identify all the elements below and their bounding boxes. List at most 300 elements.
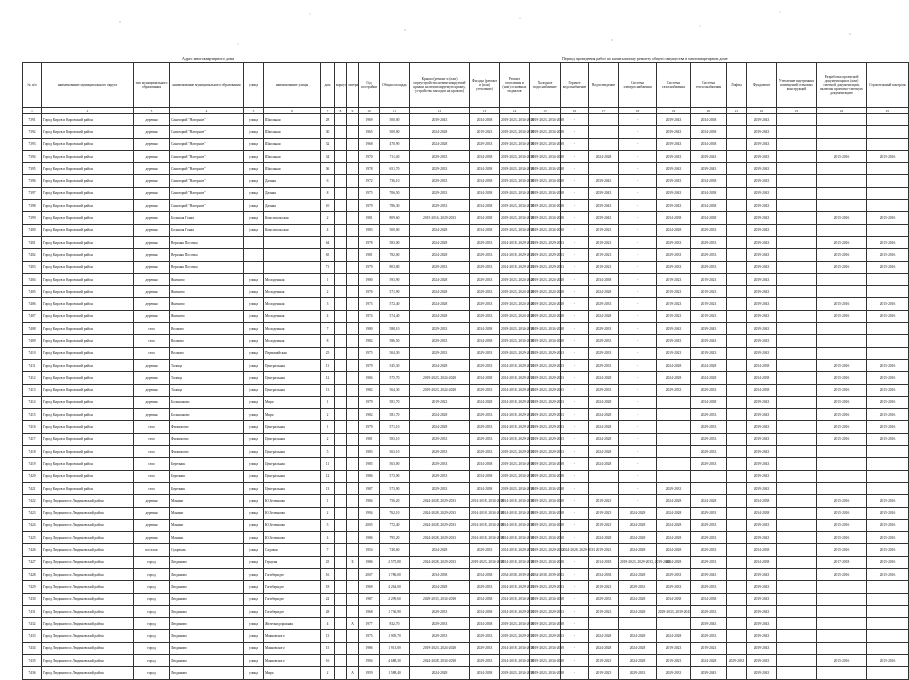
table-cell: Березник [170, 458, 244, 470]
table-cell: 581,70 [380, 409, 410, 421]
table-cell: Большаково [170, 396, 244, 408]
table-cell: 2015-2016 [817, 409, 867, 421]
table-cell: 2029-2033 [691, 581, 727, 593]
table-cell: 2019-2023, 2029-2033 [530, 409, 561, 421]
table-cell: Людиново [170, 630, 244, 642]
table-cell: 2015-2016 [867, 532, 909, 544]
table-cell: деревня [134, 273, 170, 285]
table-cell: 2019-2023, 2029-2033 [530, 261, 561, 273]
table-cell: Филиппово [170, 421, 244, 433]
table-cell: 2019-2023 [691, 347, 727, 359]
table-cell: 1994 [359, 507, 380, 519]
column-number: 18 [619, 108, 657, 114]
table-cell: Центральная [264, 384, 321, 396]
table-cell: 1970 [359, 150, 380, 162]
table-cell: Маяковского [264, 642, 321, 654]
table-cell: - [619, 200, 657, 212]
table-cell: Сукремль [170, 544, 244, 556]
table-cell: 7411 [23, 359, 42, 371]
table-cell: 2039-2043 [657, 114, 691, 126]
table-cell: 2029-2033 [691, 630, 727, 642]
table-cell [727, 532, 747, 544]
table-cell [347, 175, 359, 187]
table-cell: 2024-2028 [410, 138, 470, 150]
table-cell: Ю.Зеленкова [264, 495, 321, 507]
table-cell: 1 [321, 495, 335, 507]
column-header: дом [321, 63, 335, 108]
table-cell: 7430 [23, 593, 42, 605]
table-cell: 2029-2033 [691, 458, 727, 470]
table-cell [867, 470, 909, 482]
table-cell [727, 384, 747, 396]
table-cell: улица [244, 224, 264, 236]
table-cell: 2019-2023, 2024-2028 [530, 298, 561, 310]
table-cell: улица [244, 433, 264, 445]
table-cell: - [561, 655, 589, 667]
table-cell [777, 261, 817, 273]
table-cell: 2019-2023, 2029-2033, 2039-2043 [619, 556, 657, 568]
table-cell: 2005 [359, 519, 380, 531]
table-cell: 2039-2043 [747, 482, 777, 494]
table-cell: - [561, 495, 589, 507]
table-cell [867, 446, 909, 458]
table-cell: 2029-2033 [470, 642, 500, 654]
table-cell [335, 212, 347, 224]
table-cell: 2015-2016 [867, 568, 909, 580]
table-cell: 2029-2033 [470, 384, 500, 396]
table-cell: город [134, 605, 170, 617]
table-cell: 2024-2028 [589, 458, 619, 470]
table-cell [335, 384, 347, 396]
table-cell: Мира [264, 409, 321, 421]
table-cell: 1968 [359, 605, 380, 617]
table-cell: 2015-2016 [817, 212, 867, 224]
table-cell: 2029-2033 [691, 249, 727, 261]
table-cell: 1972 [359, 175, 380, 187]
table-row [23, 532, 909, 544]
table-cell [244, 249, 264, 261]
table-cell: - [619, 470, 657, 482]
table-cell: улица [244, 655, 264, 667]
table-cell [335, 433, 347, 445]
table-cell [727, 593, 747, 605]
column-header: корпус [335, 63, 347, 108]
table-cell: 7415 [23, 409, 42, 421]
table-cell: 7405 [23, 286, 42, 298]
table-cell [777, 335, 817, 347]
table-cell [264, 236, 321, 248]
column-number: 20 [691, 108, 727, 114]
table-cell: - [619, 126, 657, 138]
table-cell: деревня [134, 126, 170, 138]
table-cell: Якимово [170, 286, 244, 298]
table-cell: улица [244, 150, 264, 162]
table-cell: 2015-2016 [867, 310, 909, 322]
table-cell: улица [244, 458, 264, 470]
table-cell [727, 630, 747, 642]
table-cell: 4 264,00 [380, 581, 410, 593]
table-cell: - [561, 396, 589, 408]
table-row [23, 495, 909, 507]
table-row [23, 409, 909, 421]
column-number: 4 [170, 108, 244, 114]
table-cell: 7423 [23, 507, 42, 519]
table-cell: 651,70 [380, 163, 410, 175]
table-cell: деревня [134, 396, 170, 408]
table-cell [777, 618, 817, 630]
table-cell: 2039-2043 [657, 126, 691, 138]
table-cell: улица [244, 187, 264, 199]
table-cell: 2014-2018 [589, 556, 619, 568]
table-cell: 2024-2028 [691, 655, 727, 667]
table-cell [657, 458, 691, 470]
table-cell: 10 [321, 200, 335, 212]
table-cell: 2015-2016 [867, 236, 909, 248]
table-cell [727, 261, 747, 273]
table-cell: 2014-2018, 2029-2033 [500, 544, 530, 556]
table-cell: 2019-2023 [691, 298, 727, 310]
table-cell: 2029-2033 [410, 335, 470, 347]
table-cell: 2039-2043 [657, 175, 691, 187]
table-cell: 15 [321, 642, 335, 654]
table-cell: село [134, 482, 170, 494]
table-cell [727, 507, 747, 519]
table-cell: 2024-2028 [589, 396, 619, 408]
table-cell: 2015-2016 [867, 384, 909, 396]
table-cell: 2019-2023, 2024-2028 [500, 298, 530, 310]
table-cell [727, 286, 747, 298]
table-cell: 2029-2033 [410, 163, 470, 175]
table-cell: Город Людиново и Людиновский район [42, 519, 134, 531]
table-cell: Школьная [264, 138, 321, 150]
table-cell: 2024-2028 [619, 507, 657, 519]
table-cell [867, 630, 909, 642]
table-cell [347, 433, 359, 445]
table-cell: 2024-2028 [619, 544, 657, 556]
table-cell: 2019-2023, 2034-2038 [500, 200, 530, 212]
table-cell: 2015-2016, 2029-2033 [410, 212, 470, 224]
table-cell: Б [347, 556, 359, 568]
table-cell: Город Киров и Кировский район [42, 310, 134, 322]
table-row [23, 286, 909, 298]
table-cell: 2034-2038, 2039-2043 [530, 568, 561, 580]
table-cell: 2024-2028 [589, 642, 619, 654]
table-cell [347, 544, 359, 556]
table-cell: - [561, 458, 589, 470]
table-cell: 2024-2028 [589, 433, 619, 445]
table-cell [817, 335, 867, 347]
table-cell: Санаторий "Нагорное" [170, 163, 244, 175]
table-cell: 1986 [359, 532, 380, 544]
table-cell: 2019-2023 [589, 495, 619, 507]
table-cell [335, 630, 347, 642]
table-cell: 2039-2043 [747, 519, 777, 531]
table-cell: деревня [134, 519, 170, 531]
table-cell: 2029-2033 [470, 433, 500, 445]
table-cell [727, 200, 747, 212]
table-cell: 2029-2033 [657, 568, 691, 580]
table-cell: Город Киров и Кировский район [42, 384, 134, 396]
table-cell: 2015-2016 [817, 495, 867, 507]
table-cell [347, 347, 359, 359]
table-cell: 2034-2038 [470, 372, 500, 384]
table-cell: 2019-2023, 2034-2038 [530, 667, 561, 679]
table-cell: - [619, 212, 657, 224]
works-period-caption: Период проведения работ по капитальному ремонту общего имущества в многоквартирном доме [562, 56, 728, 61]
table-cell [727, 458, 747, 470]
table-cell: Людиново [170, 618, 244, 630]
table-cell [817, 163, 867, 175]
table-cell [727, 482, 747, 494]
table-cell [777, 482, 817, 494]
table-cell: 2015-2016 [867, 433, 909, 445]
table-cell: 2029-2033 [410, 187, 470, 199]
table-cell: Людиново [170, 642, 244, 654]
table-cell: 34 [321, 150, 335, 162]
table-cell: 7 [321, 544, 335, 556]
table-cell [727, 224, 747, 236]
table-cell [347, 532, 359, 544]
table-cell: 581,70 [380, 396, 410, 408]
column-header: Строительный контроль [867, 63, 909, 108]
table-cell [777, 470, 817, 482]
table-cell: 1969 [359, 581, 380, 593]
table-cell: 2034-2038 [470, 482, 500, 494]
table-cell: улица [244, 482, 264, 494]
table-cell [589, 126, 619, 138]
table-cell: 2019-2023 [589, 655, 619, 667]
table-cell: - [561, 593, 589, 605]
table-cell [335, 126, 347, 138]
table-cell: 2 [321, 433, 335, 445]
table-cell: 1 913,00 [380, 642, 410, 654]
table-cell [727, 495, 747, 507]
table-cell: Санаторий "Нагорное" [170, 150, 244, 162]
table-cell: 2039-2043 [747, 200, 777, 212]
table-cell: 2029-2033 [410, 482, 470, 494]
table-cell: 2007 [359, 568, 380, 580]
table-cell: Санаторий "Нагорное" [170, 200, 244, 212]
table-cell: Город Людиново и Людиновский район [42, 532, 134, 544]
table-cell: 809,60 [380, 212, 410, 224]
table-cell [867, 126, 909, 138]
table-cell: - [561, 372, 589, 384]
table-cell: 2019-2023 [589, 667, 619, 679]
table-cell: 2029-2033 [410, 261, 470, 273]
table-cell: 2019-2023, 2034-2038 [530, 187, 561, 199]
table-cell: 2039-2043 [747, 310, 777, 322]
table-cell: 2039-2043 [747, 175, 777, 187]
table-cell: 7410 [23, 347, 42, 359]
table-cell: 7413 [23, 384, 42, 396]
table-cell: 2024-2028 [619, 532, 657, 544]
table-cell [867, 335, 909, 347]
table-cell: Якимово [170, 310, 244, 322]
column-number: 1 [23, 108, 42, 114]
table-cell: город [134, 655, 170, 667]
table-cell: 16 [321, 655, 335, 667]
table-cell: Маяковского [264, 655, 321, 667]
table-cell [264, 261, 321, 273]
table-cell [867, 163, 909, 175]
table-cell: улица [244, 212, 264, 224]
table-cell: 2034-2038 [747, 507, 777, 519]
table-cell: 30 [321, 126, 335, 138]
table-cell: 2019-2023, 2024-2028 [530, 310, 561, 322]
table-cell [335, 446, 347, 458]
table-cell [335, 359, 347, 371]
table-cell: улица [244, 642, 264, 654]
table-cell: 1976 [359, 286, 380, 298]
table-cell: улица [244, 667, 264, 679]
table-cell: 2024-2028 [410, 298, 470, 310]
table-row [23, 470, 909, 482]
table-cell: 2024-2028, 2029-2033 [410, 556, 470, 568]
table-cell: 2029-2033 [410, 175, 470, 187]
table-cell: 25 [321, 556, 335, 568]
table-cell: 2015-2016 [817, 372, 867, 384]
table-cell: 2019-2023 [691, 310, 727, 322]
table-cell: Центральная [264, 359, 321, 371]
table-cell [777, 150, 817, 162]
table-cell [691, 470, 727, 482]
table-cell: 2029-2033, 2039-2043 [657, 605, 691, 617]
table-cell: 2015-2016 [867, 261, 909, 273]
column-number: 21 [727, 108, 747, 114]
table-cell: 500,00 [380, 114, 410, 126]
table-cell: 2014-2018, 2029-2033 [500, 605, 530, 617]
table-cell: 2029-2033 [691, 519, 727, 531]
table-cell [335, 273, 347, 285]
table-row [23, 507, 909, 519]
table-cell: 1981 [359, 433, 380, 445]
table-cell: 12 [321, 372, 335, 384]
table-cell: 2024-2028 [619, 630, 657, 642]
table-cell: 2014-2018, 2029-2033 [500, 261, 530, 273]
table-cell: 2015-2016 [867, 409, 909, 421]
table-cell [777, 126, 817, 138]
table-cell: 2019-2023, 2034-2038 [500, 187, 530, 199]
table-cell [817, 286, 867, 298]
table-cell: 4 [321, 532, 335, 544]
table-cell: 7395 [23, 163, 42, 175]
table-cell: 7409 [23, 335, 42, 347]
table-cell: 2029-2033 [657, 482, 691, 494]
table-cell: 2029-2033 [691, 507, 727, 519]
table-cell: 2039-2043 [589, 175, 619, 187]
table-row [23, 605, 909, 617]
table-cell [817, 273, 867, 285]
table-cell: город [134, 642, 170, 654]
table-cell [335, 655, 347, 667]
table-cell: 2019-2023, 2034-2038 [530, 175, 561, 187]
table-cell: 2015-2016 [817, 384, 867, 396]
table-cell: 2015-2016 [817, 532, 867, 544]
table-cell: 2019-2023, 2034-2038 [530, 482, 561, 494]
table-cell [817, 347, 867, 359]
table-cell [589, 470, 619, 482]
table-cell: 2029-2033 [691, 384, 727, 396]
table-cell: 1984 [359, 372, 380, 384]
table-cell: 2019-2023, 2029-2033 [530, 249, 561, 261]
column-number: 13 [470, 108, 500, 114]
table-cell: 2034-2038 [589, 273, 619, 285]
table-cell: 5 [321, 446, 335, 458]
table-cell [727, 187, 747, 199]
table-cell: 1975 [359, 187, 380, 199]
table-cell: 586,50 [380, 335, 410, 347]
table-cell [727, 323, 747, 335]
table-row [23, 446, 909, 458]
column-header: Крыша (ремонт и (или) переустройство невентилируемой крыши на вентилируемую крышу, устройство выходов на кровлю) [410, 63, 470, 108]
table-cell: Город Людиново и Людиновский район [42, 605, 134, 617]
table-cell: Санаторий "Нагорное" [170, 114, 244, 126]
table-cell: деревня [134, 495, 170, 507]
table-cell: 2019-2023, 2034-2038 [500, 163, 530, 175]
table-cell: Город Киров и Кировский район [42, 200, 134, 212]
table-cell: Манино [170, 495, 244, 507]
table-cell: 2034-2038 [747, 359, 777, 371]
table-cell: - [619, 482, 657, 494]
table-cell [727, 396, 747, 408]
table-cell: 2024-2028, 2029-2033 [561, 544, 589, 556]
table-cell: Волково [170, 347, 244, 359]
table-cell: Город Киров и Кировский район [42, 335, 134, 347]
table-cell: 1981 [359, 212, 380, 224]
table-cell: 18 [321, 581, 335, 593]
table-cell: 2015-2016 [817, 236, 867, 248]
table-cell: 2029-2033 [657, 236, 691, 248]
column-number: 11 [380, 108, 410, 114]
table-cell [335, 138, 347, 150]
table-cell: 2024-2028 [657, 372, 691, 384]
table-cell: 2019-2023 [470, 126, 500, 138]
table-cell [335, 581, 347, 593]
table-row [23, 396, 909, 408]
table-cell: 1981 [359, 249, 380, 261]
table-cell: 2019-2023, 2034-2038 [530, 495, 561, 507]
table-cell [727, 519, 747, 531]
table-cell: улица [244, 630, 264, 642]
table-cell: 2019-2023, 2034-2038 [530, 114, 561, 126]
table-cell: 2019-2023, 2034-2038 [530, 126, 561, 138]
table-cell: Санаторий "Нагорное" [170, 126, 244, 138]
table-cell: 2039-2043 [691, 618, 727, 630]
table-cell: 573,90 [380, 482, 410, 494]
table-cell: 2024-2028 [657, 556, 691, 568]
table-cell: 7404 [23, 273, 42, 285]
table-cell: 2015-2016 [817, 519, 867, 531]
table-cell: 1974 [359, 310, 380, 322]
table-cell: Город Киров и Кировский район [42, 298, 134, 310]
table-cell: Гогиберидзе [264, 581, 321, 593]
table-cell [777, 544, 817, 556]
table-cell [817, 187, 867, 199]
table-cell: улица [244, 384, 264, 396]
table-cell [657, 396, 691, 408]
table-cell [817, 618, 867, 630]
table-cell: А [347, 667, 359, 679]
table-row [23, 236, 909, 248]
table-cell: 2019-2023, 2034-2038 [500, 470, 530, 482]
table-cell: Молодежная [264, 298, 321, 310]
table-cell: Ю.Зеленкова [264, 519, 321, 531]
table-cell: 2024-2028 [410, 421, 470, 433]
table-cell: 2029-2033 [691, 421, 727, 433]
table-cell: 4 [321, 618, 335, 630]
table-cell: 1 786,00 [380, 568, 410, 580]
table-cell: Город Киров и Кировский район [42, 409, 134, 421]
